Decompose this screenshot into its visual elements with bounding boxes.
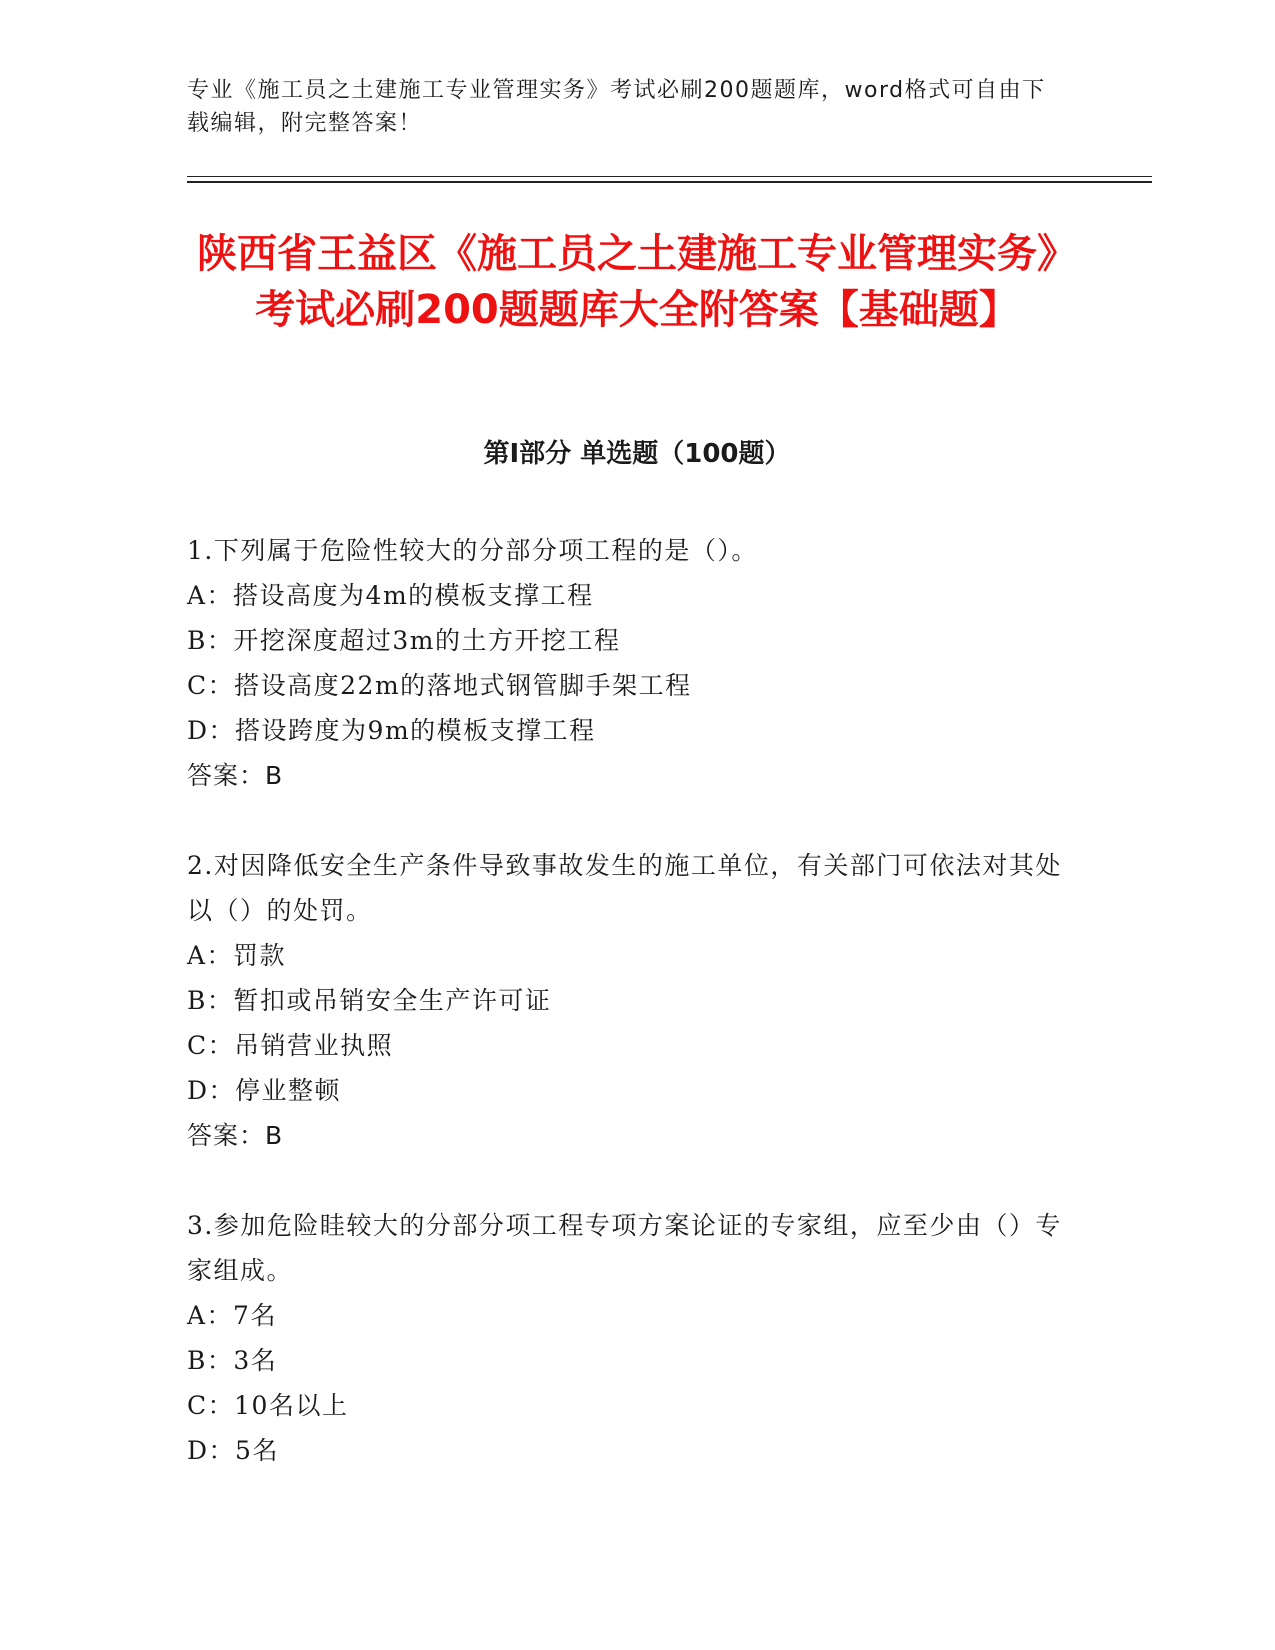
section-heading: 第I部分 单选题（100题）: [483, 439, 791, 469]
option-c: C：吊销营业执照: [187, 1031, 394, 1060]
option-d: D：停业整顿: [187, 1076, 342, 1105]
question-list: [187, 528, 1067, 1518]
question-2: [187, 843, 1067, 1158]
option-b: B：暂扣或吊销安全生产许可证: [187, 986, 552, 1015]
option-a: A：罚款: [187, 941, 287, 970]
answer: 答案：B: [187, 761, 284, 790]
option-a: A：搭设高度为4m的模板支撑工程: [187, 581, 594, 610]
option-d: D：5名: [187, 1436, 279, 1465]
option-b: B：开挖深度超过3m的土方开挖工程: [187, 626, 621, 655]
header-divider-thin: [187, 176, 1152, 177]
question-text: 3.参加危险眭较大的分部分项工程专项方案论证的专家组，应至少由（）专家组成。: [187, 1211, 1062, 1285]
option-a: A：7名: [187, 1301, 277, 1330]
option-c: C：搭设高度22m的落地式钢管脚手架工程: [187, 671, 692, 700]
answer: 答案：B: [187, 1121, 284, 1150]
option-d: D：搭设跨度为9m的模板支撑工程: [187, 716, 596, 745]
option-b: B：3名: [187, 1346, 278, 1375]
header-note: 专业《施工员之土建施工专业管理实务》考试必刷200题题库，word格式可自由下载编辑，附完整答案！: [187, 78, 1046, 136]
option-c: C：10名以上: [187, 1391, 349, 1420]
question-text: 2.对因降低安全生产条件导致事故发生的施工单位，有关部门可依法对其处以（）的处罚。: [187, 851, 1062, 925]
document-title: 陕西省王益区《施工员之土建施工专业管理实务》考试必刷200题题库大全附答案【基础题】: [197, 231, 1077, 333]
question-3: [187, 1203, 1067, 1473]
header-divider-thick: [187, 181, 1152, 183]
question-text: 1.下列属于危险性较大的分部分项工程的是（）。: [187, 536, 758, 565]
question-1: [187, 528, 1067, 798]
